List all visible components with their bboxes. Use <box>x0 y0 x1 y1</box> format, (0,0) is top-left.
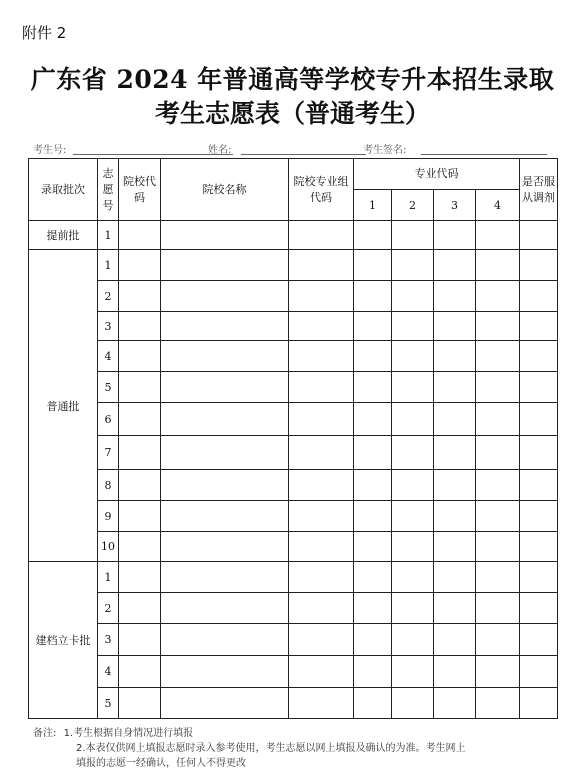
major-code-4-cell[interactable] <box>476 281 520 312</box>
table-row <box>29 281 558 312</box>
major-code-2-cell[interactable] <box>392 656 434 688</box>
major-code-3-cell[interactable] <box>434 624 476 656</box>
school-code-cell[interactable] <box>119 281 161 312</box>
adjust-cell[interactable] <box>520 436 558 470</box>
table-row <box>29 501 558 532</box>
header-major-group: 院校专业组代码 <box>289 159 354 221</box>
major-code-1-cell[interactable] <box>354 403 392 436</box>
major-code-2-cell[interactable] <box>392 372 434 403</box>
batch-name: 提前批 <box>29 221 98 250</box>
school-name-cell[interactable] <box>161 593 289 624</box>
major-code-2-cell[interactable] <box>392 436 434 470</box>
major-code-3-cell[interactable] <box>434 562 476 593</box>
major-group-cell[interactable] <box>289 501 354 532</box>
major-code-1-cell[interactable] <box>354 624 392 656</box>
major-code-1-cell[interactable] <box>354 593 392 624</box>
major-code-3-cell[interactable] <box>434 470 476 501</box>
major-code-3-cell[interactable] <box>434 312 476 341</box>
major-code-4-cell[interactable] <box>476 250 520 281</box>
major-code-3-cell[interactable] <box>434 403 476 436</box>
major-code-3-cell[interactable] <box>434 436 476 470</box>
school-code-cell[interactable] <box>119 688 161 719</box>
annex-label: 附件 2 <box>22 24 67 42</box>
school-name-cell[interactable] <box>161 436 289 470</box>
major-code-2-cell[interactable] <box>392 250 434 281</box>
table-row <box>29 221 558 250</box>
table-row <box>29 403 558 436</box>
school-name-cell[interactable] <box>161 341 289 372</box>
school-code-cell[interactable] <box>119 532 161 562</box>
adjust-cell[interactable] <box>520 562 558 593</box>
major-code-2-cell[interactable] <box>392 688 434 719</box>
school-code-cell[interactable] <box>119 372 161 403</box>
choice-number: 7 <box>98 436 119 470</box>
major-group-cell[interactable] <box>289 436 354 470</box>
major-group-cell[interactable] <box>289 688 354 719</box>
school-code-cell[interactable] <box>119 593 161 624</box>
header-adjust: 是否服从调剂 <box>520 159 558 221</box>
table-row <box>29 532 558 562</box>
major-code-3-cell[interactable] <box>434 593 476 624</box>
adjust-cell[interactable] <box>520 221 558 250</box>
major-code-1-cell[interactable] <box>354 532 392 562</box>
school-code-cell[interactable] <box>119 624 161 656</box>
major-code-4-cell[interactable] <box>476 221 520 250</box>
school-name-cell[interactable] <box>161 281 289 312</box>
choice-number: 1 <box>98 221 119 250</box>
choice-number: 3 <box>98 624 119 656</box>
choice-number: 6 <box>98 403 119 436</box>
school-name-cell[interactable] <box>161 221 289 250</box>
major-code-1-cell[interactable] <box>354 656 392 688</box>
major-code-2-cell[interactable] <box>392 221 434 250</box>
major-group-cell[interactable] <box>289 250 354 281</box>
school-name-cell[interactable] <box>161 656 289 688</box>
major-code-2-cell[interactable] <box>392 593 434 624</box>
choice-number: 9 <box>98 501 119 532</box>
adjust-cell[interactable] <box>520 470 558 501</box>
header-choice-no: 志愿号 <box>98 159 119 221</box>
major-code-3-cell[interactable] <box>434 221 476 250</box>
form-subtitle: 考生志愿表（普通考生） <box>154 99 430 128</box>
major-group-cell[interactable] <box>289 281 354 312</box>
major-group-cell[interactable] <box>289 221 354 250</box>
major-group-cell[interactable] <box>289 562 354 593</box>
table-row <box>29 688 558 719</box>
major-code-1-cell[interactable] <box>354 688 392 719</box>
major-code-1-cell[interactable] <box>354 341 392 372</box>
header-major-code-2: 2 <box>392 190 434 221</box>
table-row <box>29 436 558 470</box>
header-major-code-4: 4 <box>476 190 520 221</box>
major-code-4-cell[interactable] <box>476 656 520 688</box>
major-code-4-cell[interactable] <box>476 562 520 593</box>
name-field[interactable] <box>241 154 366 155</box>
major-code-4-cell[interactable] <box>476 372 520 403</box>
major-group-cell[interactable] <box>289 341 354 372</box>
choice-number: 5 <box>98 372 119 403</box>
major-group-cell[interactable] <box>289 624 354 656</box>
header-major-code-1: 1 <box>354 190 392 221</box>
school-name-cell[interactable] <box>161 470 289 501</box>
major-code-2-cell[interactable] <box>392 562 434 593</box>
major-code-2-cell[interactable] <box>392 470 434 501</box>
school-name-cell[interactable] <box>161 532 289 562</box>
major-code-1-cell[interactable] <box>354 281 392 312</box>
major-code-1-cell[interactable] <box>354 250 392 281</box>
school-name-cell[interactable] <box>161 688 289 719</box>
application-form-table <box>28 158 558 719</box>
major-code-1-cell[interactable] <box>354 372 392 403</box>
table-row <box>29 624 558 656</box>
adjust-cell[interactable] <box>520 688 558 719</box>
choice-number: 5 <box>98 688 119 719</box>
major-code-2-cell[interactable] <box>392 281 434 312</box>
header-major-code-3: 3 <box>434 190 476 221</box>
major-group-cell[interactable] <box>289 312 354 341</box>
choice-number: 3 <box>98 312 119 341</box>
adjust-cell[interactable] <box>520 656 558 688</box>
choice-number: 8 <box>98 470 119 501</box>
choice-number: 4 <box>98 341 119 372</box>
header-major-codes: 专业代码 <box>354 159 520 190</box>
adjust-cell[interactable] <box>520 593 558 624</box>
candidate-info-line <box>33 141 553 157</box>
major-code-4-cell[interactable] <box>476 470 520 501</box>
table-row <box>29 341 558 372</box>
major-code-2-cell[interactable] <box>392 501 434 532</box>
note-item-2: 2.本表仅供网上填报志愿时录入参考使用，考生志愿以网上填报及确认的为准。考生网上 <box>76 743 466 754</box>
major-code-4-cell[interactable] <box>476 501 520 532</box>
table-row <box>29 593 558 624</box>
school-code-cell[interactable] <box>119 221 161 250</box>
major-code-4-cell[interactable] <box>476 532 520 562</box>
school-name-cell[interactable] <box>161 562 289 593</box>
major-code-1-cell[interactable] <box>354 312 392 341</box>
major-group-cell[interactable] <box>289 470 354 501</box>
school-name-cell[interactable] <box>161 403 289 436</box>
major-group-cell[interactable] <box>289 532 354 562</box>
major-code-2-cell[interactable] <box>392 532 434 562</box>
choice-number: 2 <box>98 281 119 312</box>
major-code-3-cell[interactable] <box>434 656 476 688</box>
major-code-3-cell[interactable] <box>434 250 476 281</box>
school-code-cell[interactable] <box>119 312 161 341</box>
major-code-4-cell[interactable] <box>476 436 520 470</box>
header-batch: 录取批次 <box>29 159 98 221</box>
school-code-cell[interactable] <box>119 501 161 532</box>
major-code-4-cell[interactable] <box>476 688 520 719</box>
major-code-4-cell[interactable] <box>476 403 520 436</box>
school-name-cell[interactable] <box>161 372 289 403</box>
school-name-cell[interactable] <box>161 312 289 341</box>
notes <box>33 726 573 771</box>
school-code-cell[interactable] <box>119 656 161 688</box>
major-code-4-cell[interactable] <box>476 341 520 372</box>
form-title: 广东省 2024 年普通高等学校专升本招生录取 <box>30 65 555 94</box>
header-school-code: 院校代码 <box>119 159 161 221</box>
school-name-cell[interactable] <box>161 250 289 281</box>
major-code-2-cell[interactable] <box>392 403 434 436</box>
adjust-cell[interactable] <box>520 624 558 656</box>
major-group-cell[interactable] <box>289 403 354 436</box>
table-row <box>29 470 558 501</box>
batch-name: 普通批 <box>29 250 98 562</box>
school-code-cell[interactable] <box>119 436 161 470</box>
table-row <box>29 312 558 341</box>
choice-number: 4 <box>98 656 119 688</box>
major-code-1-cell[interactable] <box>354 562 392 593</box>
major-code-4-cell[interactable] <box>476 593 520 624</box>
school-code-cell[interactable] <box>119 250 161 281</box>
major-code-3-cell[interactable] <box>434 372 476 403</box>
major-code-3-cell[interactable] <box>434 532 476 562</box>
adjust-cell[interactable] <box>520 372 558 403</box>
major-code-1-cell[interactable] <box>354 436 392 470</box>
adjust-cell[interactable] <box>520 532 558 562</box>
major-code-3-cell[interactable] <box>434 341 476 372</box>
adjust-cell[interactable] <box>520 403 558 436</box>
major-code-3-cell[interactable] <box>434 688 476 719</box>
batch-name: 建档立卡批 <box>29 562 98 719</box>
major-code-3-cell[interactable] <box>434 501 476 532</box>
major-code-4-cell[interactable] <box>476 624 520 656</box>
school-name-cell[interactable] <box>161 501 289 532</box>
adjust-cell[interactable] <box>520 312 558 341</box>
signature-field[interactable] <box>421 154 547 155</box>
major-code-3-cell[interactable] <box>434 281 476 312</box>
signature-label: 考生签名: <box>363 145 407 156</box>
major-code-1-cell[interactable] <box>354 221 392 250</box>
school-code-cell[interactable] <box>119 562 161 593</box>
table-row <box>29 372 558 403</box>
major-code-2-cell[interactable] <box>392 624 434 656</box>
major-code-1-cell[interactable] <box>354 501 392 532</box>
choice-number: 1 <box>98 562 119 593</box>
choice-number: 2 <box>98 593 119 624</box>
major-group-cell[interactable] <box>289 656 354 688</box>
major-code-1-cell[interactable] <box>354 470 392 501</box>
major-group-cell[interactable] <box>289 372 354 403</box>
candidate-no-label: 考生号: <box>33 145 67 156</box>
major-code-2-cell[interactable] <box>392 312 434 341</box>
choice-number: 1 <box>98 250 119 281</box>
school-code-cell[interactable] <box>119 403 161 436</box>
notes-label: 备注: <box>33 728 57 739</box>
school-code-cell[interactable] <box>119 470 161 501</box>
adjust-cell[interactable] <box>520 341 558 372</box>
school-code-cell[interactable] <box>119 341 161 372</box>
name-label: 姓名: <box>208 145 232 156</box>
table-row <box>29 562 558 593</box>
note-item-3: 填报的志愿一经确认，任何人不得更改 <box>76 758 246 769</box>
major-code-2-cell[interactable] <box>392 341 434 372</box>
header-school-name: 院校名称 <box>161 159 289 221</box>
adjust-cell[interactable] <box>520 501 558 532</box>
table-row <box>29 656 558 688</box>
school-name-cell[interactable] <box>161 624 289 656</box>
adjust-cell[interactable] <box>520 250 558 281</box>
table-row <box>29 250 558 281</box>
major-code-4-cell[interactable] <box>476 312 520 341</box>
choice-number: 10 <box>98 532 119 562</box>
adjust-cell[interactable] <box>520 281 558 312</box>
note-item-1: 1.考生根据自身情况进行填报 <box>63 728 194 739</box>
major-group-cell[interactable] <box>289 593 354 624</box>
